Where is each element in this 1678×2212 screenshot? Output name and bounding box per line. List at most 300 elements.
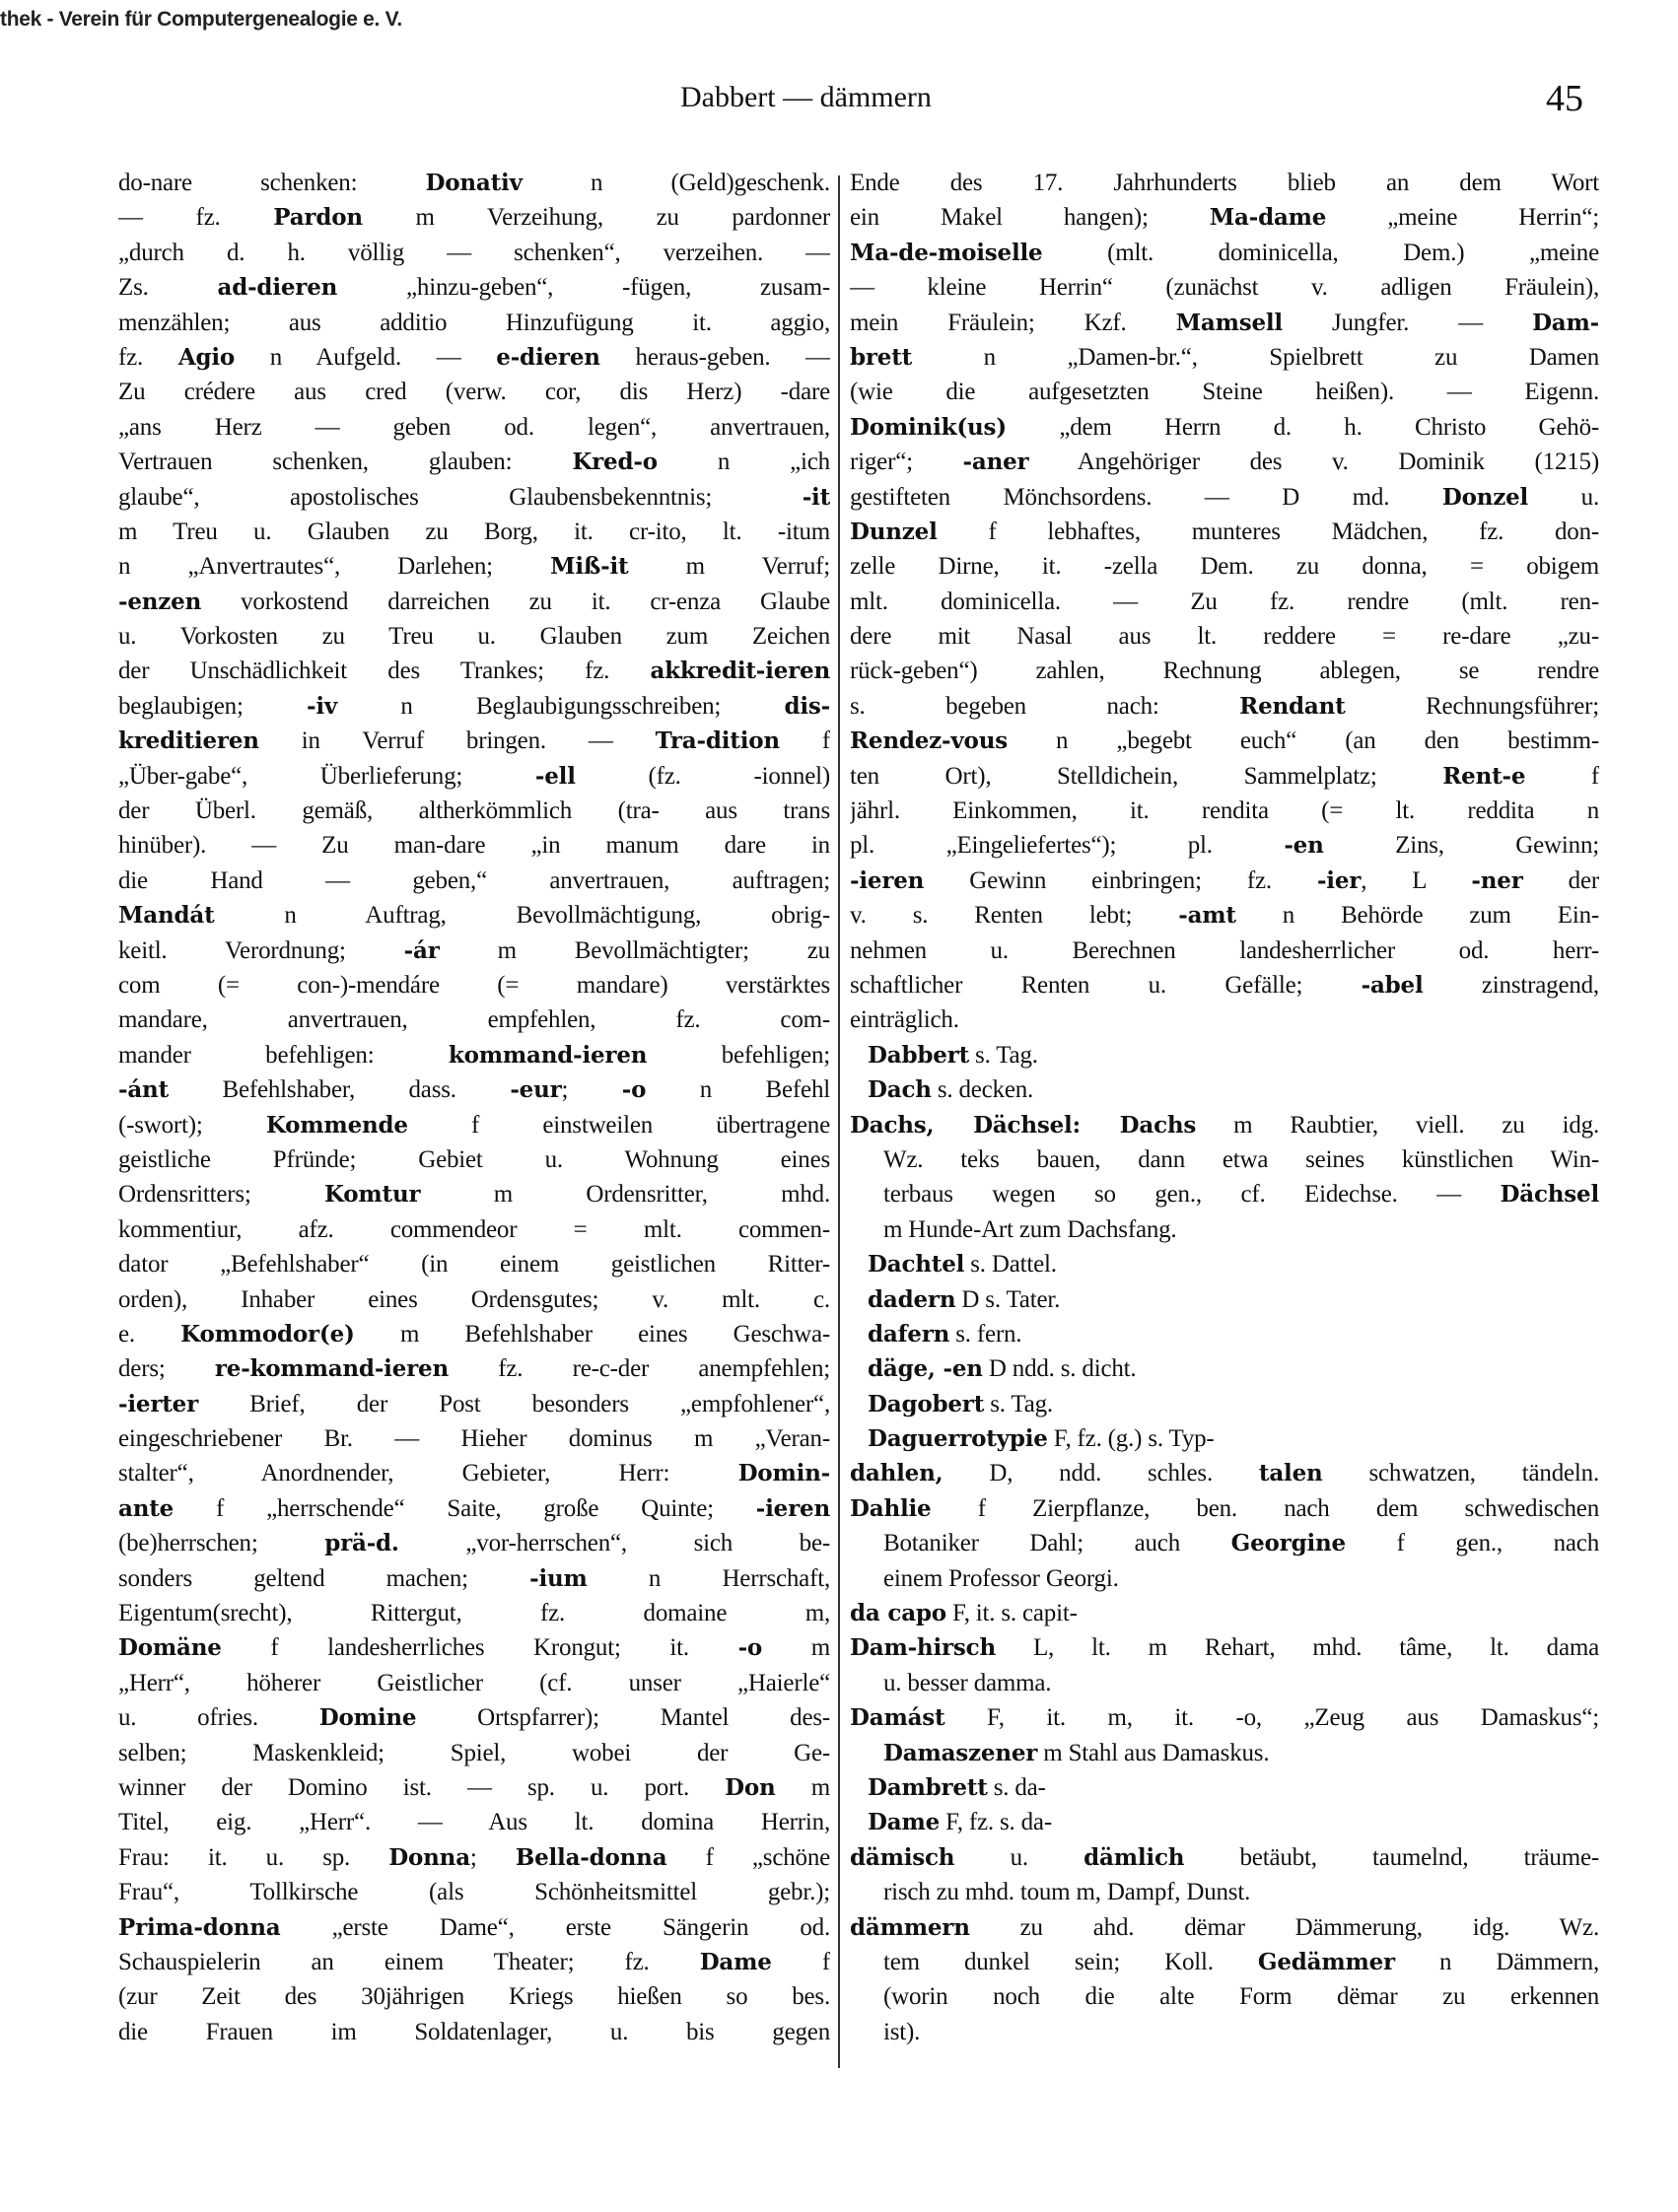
headword: -ell bbox=[534, 762, 576, 790]
text-segment: mein Fräulein; Kzf. bbox=[850, 309, 1176, 336]
text-segment: zelle Dirne, it. -zella Dem. zu donna, = obigem bbox=[850, 553, 1599, 581]
text-segment: n „Damen-br.“, Spielbrett zu Damen bbox=[912, 343, 1599, 371]
text-segment: F, it. s. capit- bbox=[945, 1600, 1078, 1627]
text-segment: e. bbox=[118, 1320, 181, 1348]
text-line bbox=[850, 1491, 1599, 1526]
text-segment: s. begeben nach: bbox=[850, 692, 1240, 720]
text-segment: geistliche Pfründe; Gebiet u. Wohnung eines bbox=[118, 1145, 830, 1173]
text-segment: „Herr“, höherer Geistlicher (cf. unser „Haierle“ bbox=[118, 1669, 830, 1696]
text-line bbox=[850, 200, 1599, 235]
text-segment: einem Professor Georgi. bbox=[883, 1564, 1119, 1592]
text-line bbox=[850, 828, 1599, 863]
text-segment: dator „Befehlshaber“ (in einem geistlichen Ritter- bbox=[118, 1251, 830, 1279]
text-line bbox=[118, 1666, 830, 1700]
text-segment: F, fz. s. da- bbox=[940, 1809, 1052, 1836]
text-segment: u. besser damma. bbox=[883, 1669, 1052, 1696]
text-segment: u. bbox=[954, 1843, 1084, 1871]
headword: Kommodor(e) bbox=[180, 1320, 355, 1348]
text-line bbox=[118, 410, 830, 445]
text-segment: eingeschriebener Br. — Hieher dominus m „Veran- bbox=[118, 1425, 830, 1453]
headword: Dam-hirsch bbox=[850, 1634, 996, 1662]
headword: -amt bbox=[1178, 902, 1236, 930]
headword: Donna bbox=[388, 1843, 470, 1871]
headword: dadern bbox=[868, 1285, 956, 1313]
text-line bbox=[118, 1979, 830, 2014]
headword: -o bbox=[621, 1076, 647, 1104]
text-segment: orden), Inhaber eines Ordensgutes; v. mlt. c. bbox=[118, 1285, 830, 1313]
right-column bbox=[850, 166, 1599, 2049]
headword: Dach bbox=[868, 1076, 932, 1104]
text-line bbox=[850, 1805, 1599, 1839]
text-segment: Ordensritters; bbox=[118, 1181, 324, 1209]
text-segment: u. Vorkosten zu Treu u. Glauben zum Zeichen bbox=[118, 623, 830, 651]
text-segment: riger“; bbox=[850, 449, 963, 476]
text-segment: „vor-herrschen“, sich be- bbox=[398, 1530, 830, 1557]
text-line bbox=[850, 306, 1599, 340]
text-segment: menzählen; aus additio Hinzufügung it. aggio, bbox=[118, 309, 830, 336]
headword: Mamsell bbox=[1175, 309, 1283, 336]
headword: -ier bbox=[1316, 866, 1362, 894]
text-segment: u. bbox=[1528, 483, 1599, 511]
text-segment: s. Tag. bbox=[984, 1390, 1053, 1417]
text-segment: Rechnungsführer; bbox=[1345, 692, 1599, 720]
text-line bbox=[850, 1212, 1599, 1247]
text-line bbox=[850, 549, 1599, 584]
text-line bbox=[850, 1002, 1599, 1037]
text-segment: m Raubtier, viell. zu idg. bbox=[1196, 1111, 1599, 1139]
text-line bbox=[118, 1491, 830, 1526]
text-segment: m Treu u. Glauben zu Borg, it. cr-ito, lt. -itum bbox=[118, 518, 830, 545]
text-line bbox=[850, 1526, 1599, 1560]
text-segment: Frau: it. u. sp. bbox=[118, 1843, 389, 1871]
headword: Dame bbox=[699, 1948, 772, 1975]
text-line bbox=[118, 1002, 830, 1037]
text-line bbox=[118, 1945, 830, 1979]
text-segment: m Verzeihung, zu pardonner bbox=[362, 204, 830, 232]
text-segment: in Verruf bringen. — bbox=[258, 727, 656, 755]
text-segment: fz. re-c-der anempfehlen; bbox=[449, 1355, 830, 1383]
text-segment: schaftlicher Renten u. Gefälle; bbox=[850, 971, 1362, 999]
text-line bbox=[118, 1630, 830, 1665]
text-segment: m Stahl aus Damaskus. bbox=[1037, 1739, 1270, 1766]
text-line bbox=[850, 1177, 1599, 1211]
text-line bbox=[118, 1038, 830, 1072]
headword: Donzel bbox=[1441, 483, 1529, 511]
text-line bbox=[118, 585, 830, 619]
text-segment: , L bbox=[1361, 866, 1472, 894]
text-segment: D ndd. s. dicht. bbox=[982, 1355, 1137, 1383]
text-segment: die Hand — geben,“ anvertrauen, auftragen; bbox=[118, 866, 830, 894]
text-segment: n „begebt euch“ (an den bestimm- bbox=[1007, 727, 1599, 755]
text-segment: n „ich bbox=[657, 449, 830, 476]
text-line bbox=[118, 1212, 830, 1247]
text-segment: „meine Herrin“; bbox=[1326, 204, 1599, 232]
text-line bbox=[850, 1387, 1599, 1421]
text-line bbox=[850, 1142, 1599, 1177]
text-segment: n Behörde zum Ein- bbox=[1235, 902, 1599, 930]
text-segment: f lebhaftes, munteres Mädchen, fz. don- bbox=[937, 518, 1599, 545]
text-line bbox=[850, 1979, 1599, 2014]
text-segment: f Zierpflanze, ben. nach dem schwedischen bbox=[931, 1494, 1599, 1522]
text-line bbox=[850, 1875, 1599, 1909]
headword: -ium bbox=[529, 1564, 588, 1592]
text-line bbox=[850, 1840, 1599, 1875]
headword: prä-d. bbox=[324, 1530, 399, 1557]
text-segment: — kleine Herrin“ (zunächst v. adligen Fräulein), bbox=[850, 274, 1599, 302]
headword: Rent-e bbox=[1442, 762, 1526, 790]
headword: e-dieren bbox=[496, 343, 600, 371]
headword: Dambrett bbox=[868, 1773, 988, 1801]
headword: kommand-ieren bbox=[448, 1041, 648, 1069]
text-line bbox=[118, 1805, 830, 1839]
headword: Daguerrotypie bbox=[868, 1425, 1048, 1453]
text-line bbox=[118, 933, 830, 968]
text-line bbox=[118, 724, 830, 758]
headword: dahlen, bbox=[850, 1460, 944, 1487]
text-segment: s. da- bbox=[987, 1773, 1046, 1801]
text-segment: Angehöriger des v. Dominik (1215) bbox=[1028, 449, 1599, 476]
headword: -aner bbox=[962, 449, 1029, 476]
headword: Dagobert bbox=[868, 1390, 985, 1417]
headword: Bella-donna bbox=[515, 1843, 667, 1871]
text-segment: s. fern. bbox=[949, 1320, 1022, 1348]
text-segment: befehligen; bbox=[647, 1041, 830, 1069]
text-segment: selben; Maskenkleid; Spiel, wobei der Ge- bbox=[118, 1739, 830, 1766]
headword: dämisch bbox=[850, 1843, 955, 1871]
headword: re-kommand-ieren bbox=[214, 1355, 450, 1383]
headword: -ánt bbox=[118, 1076, 169, 1104]
headword: Pardon bbox=[273, 204, 363, 232]
text-line bbox=[118, 1108, 830, 1142]
text-line bbox=[850, 1596, 1599, 1630]
headword: Kred-o bbox=[572, 449, 658, 476]
text-segment: Zu crédere aus cred (verw. cor, dis Herz) -dare bbox=[118, 379, 830, 406]
headword: Ma-dame bbox=[1209, 204, 1327, 232]
text-segment: Schauspielerin an einem Theater; fz. bbox=[118, 1948, 700, 1975]
text-line bbox=[118, 1387, 830, 1421]
text-line bbox=[118, 689, 830, 724]
text-segment: mandare, anvertrauen, empfehlen, fz. com- bbox=[118, 1006, 830, 1034]
headword: Miß-it bbox=[550, 553, 629, 581]
headword: Tra-dition bbox=[655, 727, 780, 755]
text-line bbox=[118, 549, 830, 584]
headword: -enzen bbox=[118, 588, 202, 615]
text-segment: beglaubigen; bbox=[118, 692, 308, 720]
left-column bbox=[118, 166, 830, 2049]
headword: Domäne bbox=[118, 1634, 222, 1662]
headword: Dabbert bbox=[868, 1041, 969, 1069]
text-line bbox=[118, 968, 830, 1002]
headword: dämlich bbox=[1084, 1843, 1185, 1871]
text-segment: ist). bbox=[883, 2018, 921, 2045]
text-line bbox=[850, 794, 1599, 828]
text-segment: Vertrauen schenken, glauben: bbox=[118, 449, 573, 476]
headword: akkredit-ieren bbox=[650, 657, 830, 685]
text-line bbox=[118, 340, 830, 375]
headword: Damást bbox=[850, 1704, 945, 1732]
text-line bbox=[850, 619, 1599, 654]
headword: -o bbox=[737, 1634, 763, 1662]
headword: Komtur bbox=[324, 1181, 421, 1209]
text-segment: m Bevollmächtigter; zu bbox=[439, 936, 830, 964]
text-segment: Zins, Gewinn; bbox=[1323, 832, 1599, 860]
text-segment: ; bbox=[469, 1843, 516, 1871]
text-line bbox=[850, 1247, 1599, 1281]
text-line bbox=[850, 724, 1599, 758]
text-line bbox=[850, 968, 1599, 1002]
text-segment: n Beglaubigungsschreiben; bbox=[337, 692, 785, 720]
text-line bbox=[118, 236, 830, 270]
page-title: Dabbert — dämmern bbox=[680, 81, 932, 113]
text-line bbox=[118, 1840, 830, 1875]
headword: -ner bbox=[1471, 866, 1523, 894]
text-line bbox=[118, 1456, 830, 1490]
text-line bbox=[850, 689, 1599, 724]
text-segment: (mlt. dominicella, Dem.) „meine bbox=[1042, 239, 1599, 266]
text-line bbox=[850, 1561, 1599, 1596]
text-segment: ein Makel hangen); bbox=[850, 204, 1210, 232]
text-line bbox=[118, 654, 830, 688]
text-segment: f bbox=[771, 1948, 830, 1975]
text-segment: com (= con-)-mendáre (= mandare) verstärktes bbox=[118, 971, 830, 999]
text-segment: einträglich. bbox=[850, 1006, 959, 1034]
text-line bbox=[118, 898, 830, 933]
text-segment: Titel, eig. „Herr“. — Aus lt. domina Herrin, bbox=[118, 1809, 830, 1836]
text-segment: heraus-geben. — bbox=[599, 343, 830, 371]
headword: Prima-donna bbox=[118, 1913, 281, 1941]
headword: Dächsel bbox=[1500, 1181, 1599, 1209]
headword: Damaszener bbox=[883, 1739, 1038, 1766]
watermark: thek - Verein für Computergenealogie e. V. bbox=[0, 8, 402, 31]
headword: Domin- bbox=[737, 1460, 830, 1487]
text-segment: fz. bbox=[118, 343, 178, 371]
text-line bbox=[850, 654, 1599, 688]
headword: Dominik(us) bbox=[850, 413, 1007, 441]
text-line bbox=[850, 410, 1599, 445]
headword: talen bbox=[1258, 1460, 1323, 1487]
text-line bbox=[850, 585, 1599, 619]
text-segment: Gewinn einbringen; fz. bbox=[924, 866, 1317, 894]
text-segment: terbaus wegen so gen., cf. Eidechse. — bbox=[883, 1181, 1501, 1209]
headword: brett bbox=[850, 343, 913, 371]
text-line bbox=[850, 236, 1599, 270]
text-line bbox=[118, 619, 830, 654]
text-segment: n Befehl bbox=[646, 1076, 830, 1104]
text-segment: Zs. bbox=[118, 274, 218, 302]
text-segment: s. Dattel. bbox=[964, 1251, 1057, 1279]
text-line bbox=[118, 375, 830, 409]
text-segment: v. s. Renten lebt; bbox=[850, 902, 1179, 930]
text-segment: f einstweilen übertragene bbox=[407, 1111, 830, 1139]
headword: ad-dieren bbox=[217, 274, 338, 302]
text-segment: jährl. Einkommen, it. rendita (= lt. reddita n bbox=[850, 797, 1599, 825]
text-segment: hinüber). — Zu man-dare „in manum dare in bbox=[118, 832, 830, 860]
text-segment: u. ofries. bbox=[118, 1704, 319, 1732]
text-segment: ders; bbox=[118, 1355, 215, 1383]
text-segment: m Verruf; bbox=[628, 553, 830, 581]
text-segment: Wz. teks bauen, dann etwa seines künstlichen Win- bbox=[883, 1145, 1599, 1173]
text-segment: m Hunde-Art zum Dachsfang. bbox=[883, 1215, 1177, 1243]
headword: dämmern bbox=[850, 1913, 970, 1941]
headword: Kommende bbox=[265, 1111, 408, 1139]
text-segment: n Aufgeld. — bbox=[235, 343, 497, 371]
headword: Dachs, Dächsel: Dachs bbox=[850, 1111, 1197, 1139]
headword: däge, -en bbox=[868, 1355, 983, 1383]
headword: Dahlie bbox=[850, 1494, 932, 1522]
text-segment: (fz. -ionnel) bbox=[575, 762, 830, 790]
text-line bbox=[118, 864, 830, 898]
text-segment: D s. Tater. bbox=[955, 1285, 1061, 1313]
text-segment: vorkostend darreichen zu it. cr-enza Glaube bbox=[201, 588, 830, 615]
text-segment: Befehlshaber, dass. bbox=[169, 1076, 511, 1104]
text-line bbox=[118, 1282, 830, 1317]
text-line bbox=[118, 166, 830, 200]
text-line bbox=[118, 515, 830, 549]
text-segment: (be)herrschen; bbox=[118, 1530, 325, 1557]
text-line bbox=[850, 1072, 1599, 1107]
text-segment: m bbox=[775, 1773, 830, 1801]
text-segment: F, fz. (g.) s. Typ- bbox=[1047, 1425, 1215, 1453]
text-line bbox=[118, 2015, 830, 2049]
text-line bbox=[118, 828, 830, 863]
text-line bbox=[850, 759, 1599, 794]
headword: dis- bbox=[784, 692, 830, 720]
text-line bbox=[850, 2015, 1599, 2049]
text-segment: dere mit Nasal aus lt. reddere = re-dare „zu- bbox=[850, 623, 1599, 651]
text-line bbox=[118, 1596, 830, 1630]
text-segment: Frau“, Tollkirsche (als Schönheitsmittel gebr.); bbox=[118, 1879, 830, 1906]
text-line bbox=[850, 1945, 1599, 1979]
headword: Georgine bbox=[1230, 1530, 1346, 1557]
text-segment: — fz. bbox=[118, 204, 274, 232]
text-line bbox=[850, 1666, 1599, 1700]
headword: Rendant bbox=[1239, 692, 1346, 720]
headword: Rendez-vous bbox=[850, 727, 1008, 755]
text-segment: n Auftrag, Bevollmächtigung, obrig- bbox=[214, 902, 830, 930]
text-segment: schwatzen, tändeln. bbox=[1322, 1460, 1599, 1487]
text-line bbox=[850, 1317, 1599, 1351]
text-line bbox=[118, 1526, 830, 1560]
text-line bbox=[850, 515, 1599, 549]
text-segment: zinstragend, bbox=[1423, 971, 1599, 999]
text-line bbox=[118, 1142, 830, 1177]
text-segment: „hinzu-geben“, -fügen, zusam- bbox=[337, 274, 830, 302]
text-line bbox=[118, 1700, 830, 1735]
headword: -ieren bbox=[850, 866, 925, 894]
text-line bbox=[118, 445, 830, 479]
text-line bbox=[850, 1108, 1599, 1142]
text-line bbox=[850, 1351, 1599, 1386]
text-segment: m Ordensritter, mhd. bbox=[420, 1181, 830, 1209]
text-line bbox=[118, 1910, 830, 1945]
text-segment: n (Geld)geschenk. bbox=[522, 170, 830, 196]
text-segment: n Herrschaft, bbox=[587, 1564, 830, 1592]
column-divider bbox=[838, 175, 840, 2068]
text-segment: mander befehligen: bbox=[118, 1041, 449, 1069]
text-segment: der bbox=[1522, 866, 1599, 894]
text-segment: die Frauen im Soldatenlager, u. bis gegen bbox=[118, 2018, 830, 2045]
text-segment: gestifteten Mönchsordens. — D md. bbox=[850, 483, 1442, 511]
text-line bbox=[850, 375, 1599, 409]
text-line bbox=[118, 1247, 830, 1281]
headword: -ieren bbox=[755, 1494, 830, 1522]
text-segment: f gen., nach bbox=[1345, 1530, 1599, 1557]
text-segment: f „schöne bbox=[666, 1843, 830, 1871]
text-segment: „durch d. h. völlig — schenken“, verzeihen. — bbox=[118, 239, 830, 266]
text-segment: „erste Dame“, erste Sängerin od. bbox=[280, 1913, 830, 1941]
headword: Dachtel bbox=[868, 1251, 965, 1279]
text-line bbox=[118, 270, 830, 305]
text-segment: f bbox=[779, 727, 830, 755]
text-line bbox=[850, 1736, 1599, 1770]
text-segment: (wie die aufgesetzten Steine heißen). — Eigenn. bbox=[850, 379, 1599, 406]
headword: -iv bbox=[307, 692, 338, 720]
text-line bbox=[850, 1700, 1599, 1735]
text-segment: kommentiur, afz. commendeor = mlt. commen- bbox=[118, 1215, 830, 1243]
text-line bbox=[850, 1282, 1599, 1317]
text-segment: glaube“, apostolisches Glaubensbekenntnis; bbox=[118, 483, 803, 511]
headword: dafern bbox=[868, 1320, 950, 1348]
text-segment: „ans Herz — geben od. legen“, anvertrauen, bbox=[118, 413, 830, 441]
text-segment: (-swort); bbox=[118, 1111, 266, 1139]
page-number: 45 bbox=[1546, 78, 1583, 119]
headword: -en bbox=[1284, 832, 1324, 860]
headword: -abel bbox=[1361, 971, 1424, 999]
text-segment: F, it. m, it. -o, „Zeug aus Damaskus“; bbox=[944, 1704, 1599, 1732]
text-segment: sonders geltend machen; bbox=[118, 1564, 530, 1592]
headword: ante bbox=[118, 1494, 175, 1522]
text-line bbox=[850, 1456, 1599, 1490]
text-segment: winner der Domino ist. — sp. u. port. bbox=[118, 1773, 726, 1801]
headword: Donativ bbox=[425, 170, 523, 196]
text-line bbox=[850, 480, 1599, 515]
headword: -ár bbox=[403, 936, 440, 964]
text-line bbox=[118, 1561, 830, 1596]
text-line bbox=[850, 1038, 1599, 1072]
headword: Dunzel bbox=[850, 518, 938, 545]
text-segment: Ortspfarrer); Mantel des- bbox=[416, 1704, 830, 1732]
text-segment: do-nare schenken: bbox=[118, 170, 426, 196]
text-segment: nehmen u. Berechnen landesherrlicher od. herr- bbox=[850, 936, 1599, 964]
text-line bbox=[118, 1177, 830, 1211]
text-line bbox=[118, 794, 830, 828]
text-line bbox=[850, 166, 1599, 200]
text-segment: zu ahd. dëmar Dämmerung, idg. Wz. bbox=[969, 1913, 1599, 1941]
text-segment: s. Tag. bbox=[969, 1041, 1038, 1069]
text-segment: Botaniker Dahl; auch bbox=[883, 1530, 1231, 1557]
text-line bbox=[850, 270, 1599, 305]
headword: Dame bbox=[868, 1809, 941, 1836]
text-segment: keitl. Verordnung; bbox=[118, 936, 404, 964]
text-segment: tem dunkel sein; Koll. bbox=[883, 1948, 1258, 1975]
headword: Mandát bbox=[118, 902, 215, 930]
text-line bbox=[118, 1351, 830, 1386]
text-segment: Brief, der Post besonders „empfohlener“, bbox=[198, 1390, 830, 1417]
text-line bbox=[118, 1317, 830, 1351]
headword: Agio bbox=[177, 343, 236, 371]
text-segment: stalter“, Anordnender, Gebieter, Herr: bbox=[118, 1460, 738, 1487]
headword: da capo bbox=[850, 1600, 946, 1627]
text-segment: Jungfer. — bbox=[1282, 309, 1533, 336]
text-segment: der Unschädlichkeit des Trankes; fz. bbox=[118, 657, 651, 685]
text-line bbox=[118, 1770, 830, 1805]
text-segment: mlt. dominicella. — Zu fz. rendre (mlt. ren- bbox=[850, 588, 1599, 615]
text-segment: n Dämmern, bbox=[1394, 1948, 1599, 1975]
text-line bbox=[118, 759, 830, 794]
text-line bbox=[850, 1630, 1599, 1665]
text-line bbox=[850, 1421, 1599, 1456]
text-segment: f landesherrliches Krongut; it. bbox=[221, 1634, 738, 1662]
